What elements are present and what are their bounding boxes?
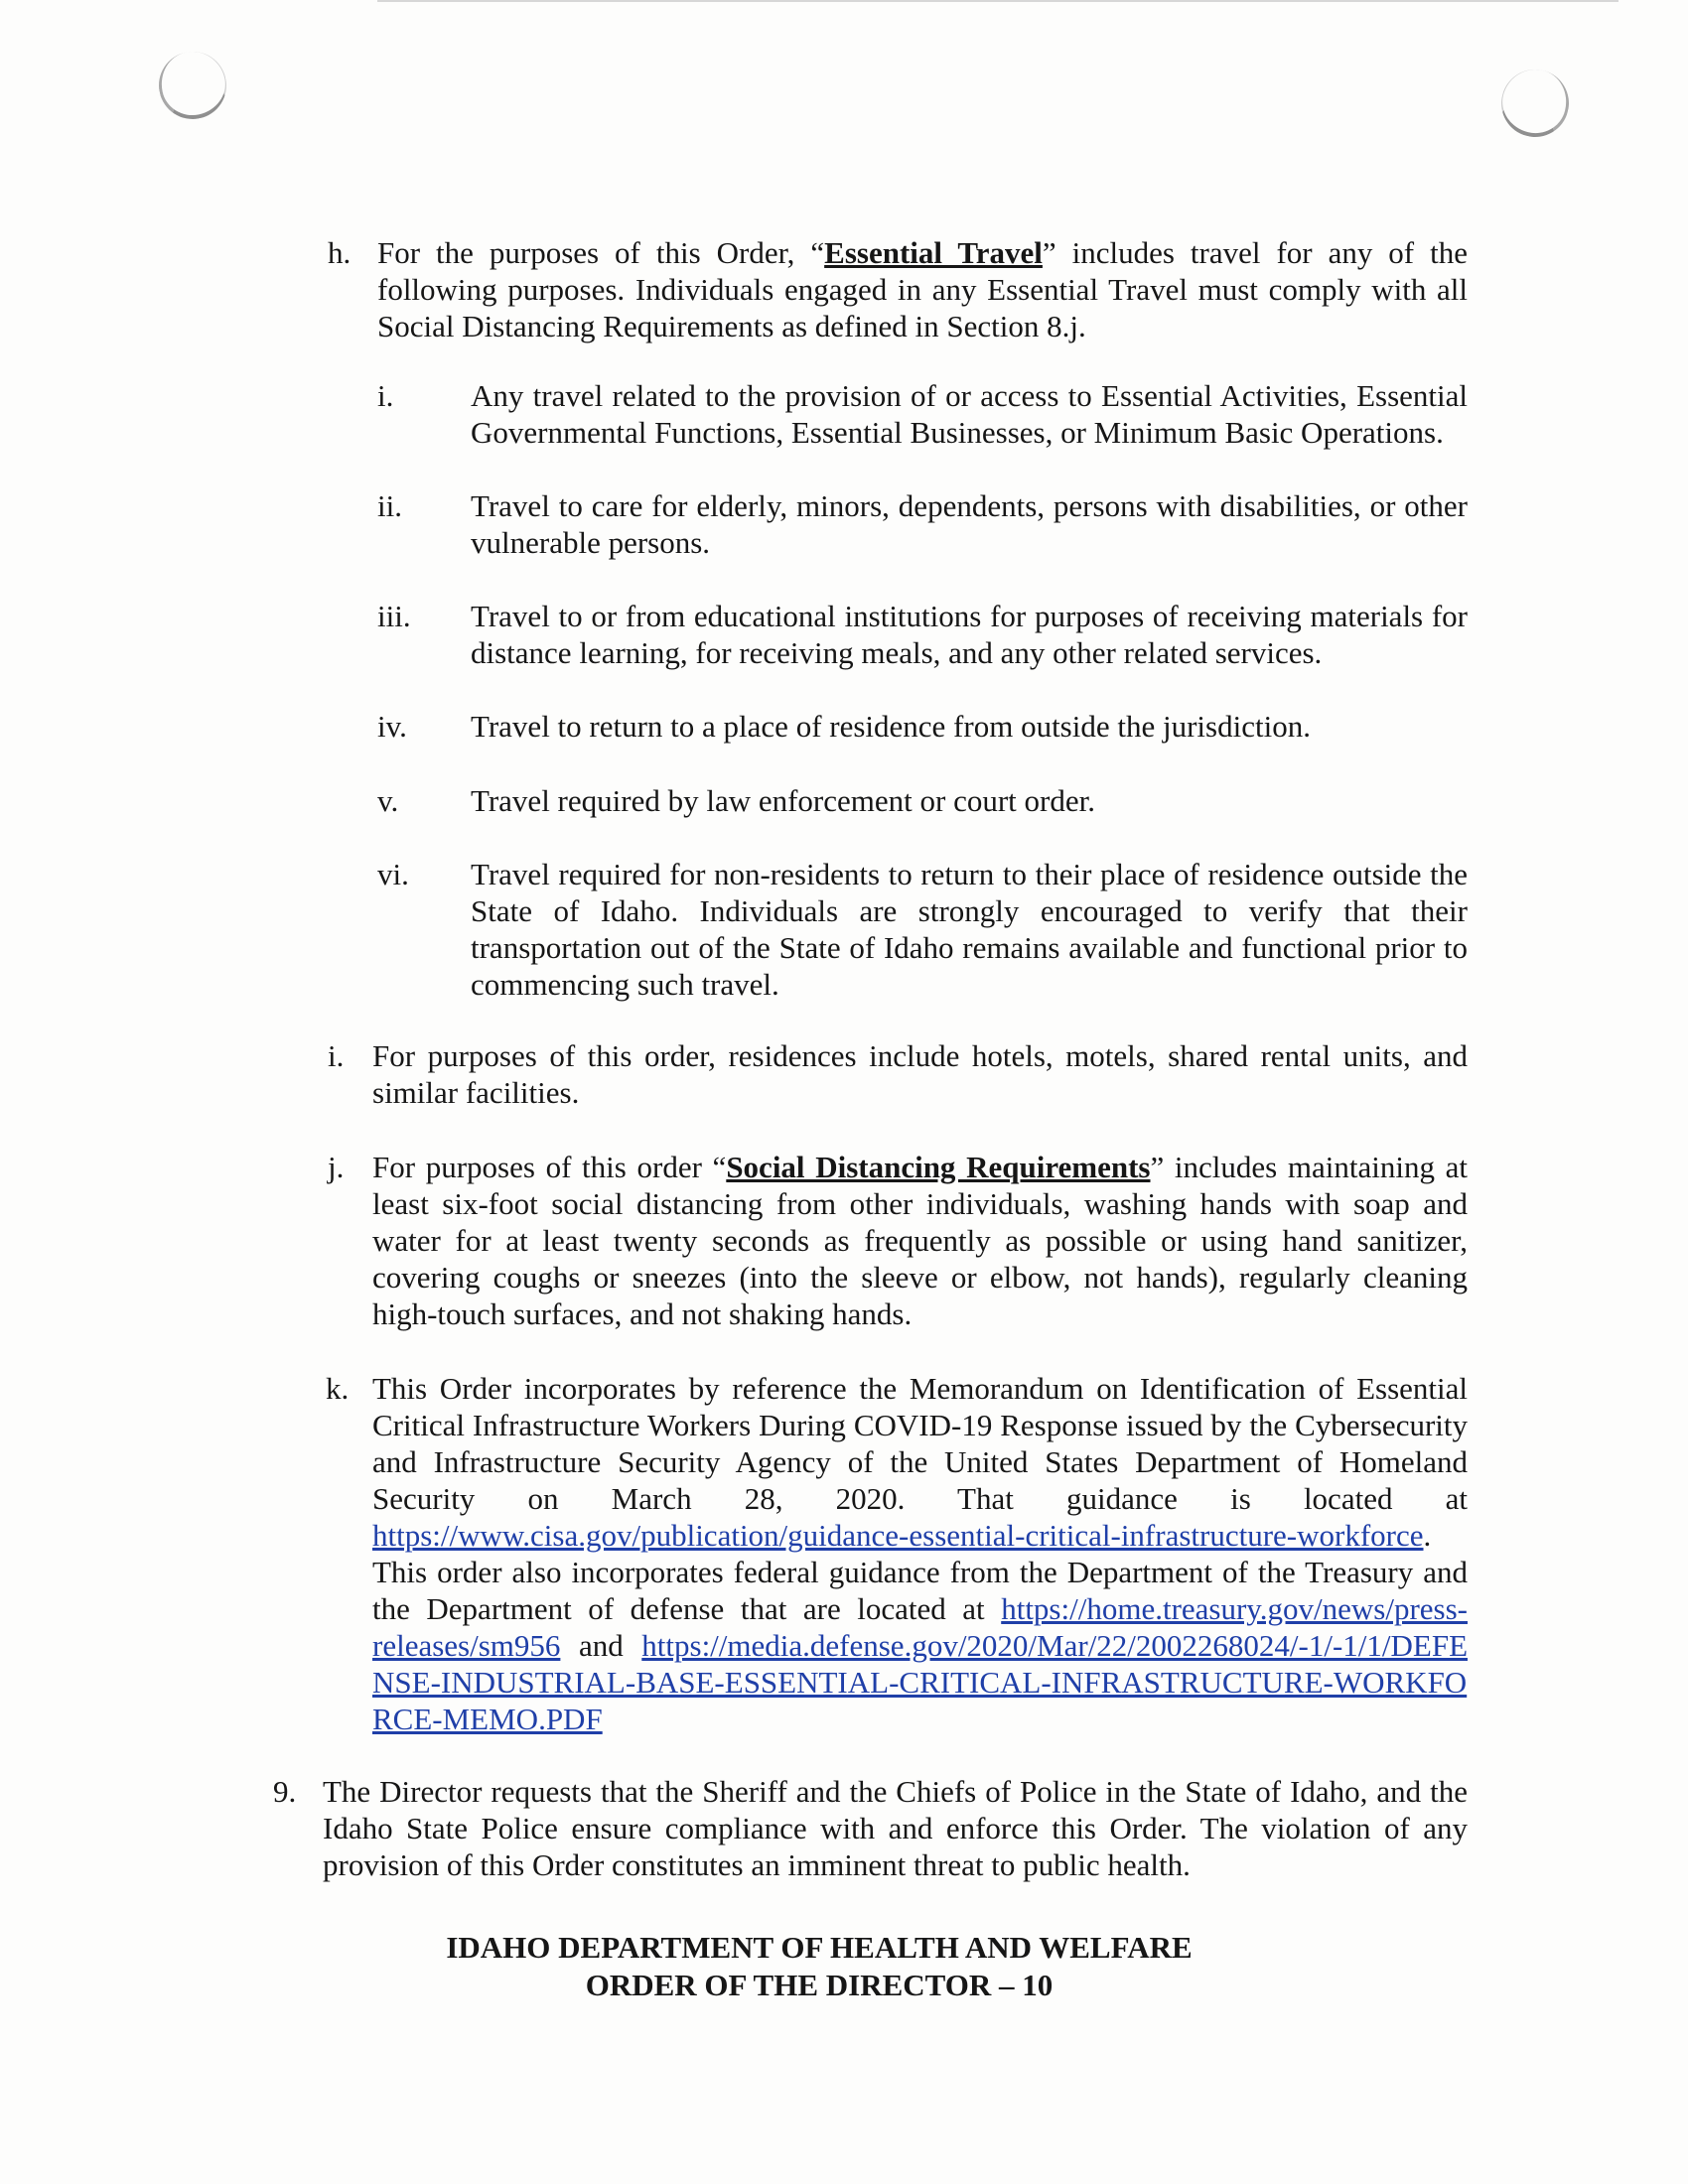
cisa-guidance-link[interactable]: https://www.cisa.gov/publication/guidance-essential-critical-infrastructure-workforce <box>372 1518 1424 1553</box>
social-distancing-term: Social Distancing Requirements <box>726 1150 1151 1184</box>
page-footer <box>0 1929 1688 2004</box>
scan-edge-line <box>377 0 1618 2</box>
treasury-press-link[interactable]: https://home.treasury.gov/news/press-releases/sm956 <box>372 1591 1469 1663</box>
footer-department: IDAHO DEPARTMENT OF HEALTH AND WELFARE <box>446 1930 1193 1965</box>
section-h-text: For the purposes of this Order, “Essential Travel” includes travel for any of the following purposes. Individuals engaged in any Essential Travel must comply with all Social Distancing Requirements as defined in Section 8.j. <box>377 235 1468 343</box>
essential-travel-term: Essential Travel <box>824 235 1043 270</box>
section-h-marker: h. <box>328 235 352 270</box>
document-page: h. For the purposes of this Order, “Essential Travel” includes travel for any of the following purposes. Individuals engaged in any Essential Travel must comply with all Social Distancing Requirements as defined in Section 8.j. i. Any travel related to the provision of or access to Essential Activities, Essential Governmental Functions, Essential Businesses, or Minimum Basic Operations. ii. Travel to care for elderly, minors, dependents, persons with disabilities, or other vulnerable persons. iii. Travel to or from educational institutions for purposes of receiving materials for distance learning, for receiving meals, and any other related services. iv. Travel to return to a place of residence from outside the jurisdiction. v. Travel required by law enforcement or court order. vi. Travel required for non-residents to return to their place of residence outside the State of Idaho. Individuals are strongly encouraged to verify that their transportation out of the State of Idaho remains available and functional prior to commencing such travel. i. For purposes of this order, residences include hotels, motels, shared rental units, and similar facilities. j. For purposes of this order “Social Distancing Requirements” includes maintaining at least six-foot social distancing from other individuals, washing hands with soap and water for at least twenty seconds as frequently as possible or using hand sanitizer, covering coughs or sneezes (into the sleeve or elbow, not hands), regularly cleaning high-touch surfaces, and not shaking hands. k. This Order incorporates by reference the Memorandum on Identification of Essential Critical Infrastructure Workers During COVID-19 Response issued by the Cybersecurity and Infrastructure Security Agency of the United States Department of Homeland Security on March 28, 2020. That guidance is located at https://www.cisa.gov/publication/guidance-essential-critical-infrastructure-workforce. This order also incorporates federal guidance from the Department of the Treasury and the Department of defense that are located at https://home.treasury.gov/news/press-releases/sm956 and https://media.defense.gov/2020/Mar/22/2002268024/-1/-1/1/DEFENSE-INDUSTRIAL-BASE-ESSENTIAL-CRITICAL-INFRASTRUCTURE-WORKFORCE-MEMO.PDF 9. The Director requests that the Sheriff and the Chiefs of Police in the State of Idaho, and the Idaho State Police ensure compliance with and enforce this Order. The violation of any provision of this Order constitutes an imminent threat to public health. IDAHO DEPARTMENT OF HEALTH AND WELFARE ORDER OF THE DIRECTOR – 10 <box>0 0 1688 2184</box>
defense-memo-link[interactable]: https://media.defense.gov/2020/Mar/22/2002268024/-1/-1/1/DEFENSE-INDUSTRIAL-BASE-ESSENTIAL-CRITICAL-INFRASTRUCTURE-WORKFORCE-MEMO.PDF <box>372 1628 1469 1736</box>
hole-punch-right <box>1494 63 1576 144</box>
footer-order-page: ORDER OF THE DIRECTOR – 10 <box>585 1968 1054 2002</box>
hole-punch-left <box>153 46 233 126</box>
